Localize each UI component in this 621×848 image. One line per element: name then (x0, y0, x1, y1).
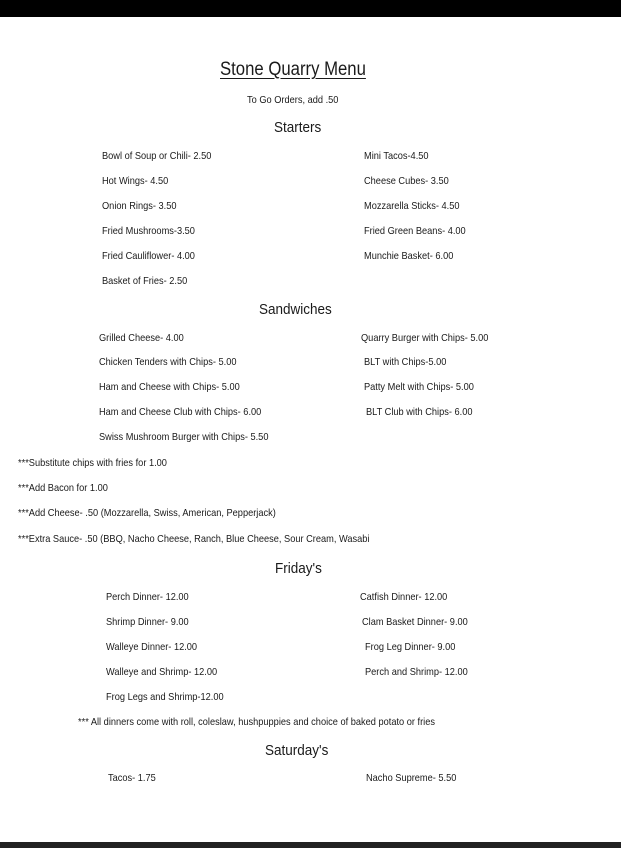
menu-item: Cheese Cubes- 3.50 (364, 175, 449, 187)
menu-item: Walleye and Shrimp- 12.00 (106, 666, 218, 678)
menu-item: Perch Dinner- 12.00 (106, 591, 189, 603)
menu-item: Bowl of Soup or Chili- 2.50 (102, 150, 212, 162)
menu-subtitle: To Go Orders, add .50 (247, 94, 339, 106)
menu-item: Onion Rings- 3.50 (102, 200, 177, 212)
menu-item: Quarry Burger with Chips- 5.00 (361, 332, 489, 344)
menu-item: Fried Mushrooms-3.50 (102, 225, 195, 237)
fridays-heading: Friday's (275, 560, 322, 577)
menu-item: Fried Cauliflower- 4.00 (102, 250, 195, 262)
menu-item: Walleye Dinner- 12.00 (106, 641, 198, 653)
menu-item: Chicken Tenders with Chips- 5.00 (99, 356, 237, 368)
menu-item: Nacho Supreme- 5.50 (366, 772, 457, 784)
menu-note: *** All dinners come with roll, coleslaw, hushpuppies and choice of baked potato or fries (78, 716, 435, 728)
menu-item: Frog Leg Dinner- 9.00 (365, 641, 456, 653)
menu-item: Mini Tacos-4.50 (364, 150, 429, 162)
menu-item: Perch and Shrimp- 12.00 (365, 666, 468, 678)
menu-item: BLT Club with Chips- 6.00 (366, 406, 473, 418)
top-black-bar (0, 0, 621, 17)
menu-note: ***Add Bacon for 1.00 (18, 482, 108, 494)
menu-item: Fried Green Beans- 4.00 (364, 225, 466, 237)
saturdays-heading: Saturday's (265, 742, 329, 759)
menu-item: Tacos- 1.75 (108, 772, 156, 784)
menu-item: Catfish Dinner- 12.00 (360, 591, 448, 603)
starters-heading: Starters (274, 119, 322, 136)
menu-item: Basket of Fries- 2.50 (102, 275, 188, 287)
menu-item: BLT with Chips-5.00 (364, 356, 447, 368)
menu-note: ***Extra Sauce- .50 (BBQ, Nacho Cheese, Ranch, Blue Cheese, Sour Cream, Wasabi (18, 533, 370, 545)
menu-note: ***Substitute chips with fries for 1.00 (18, 457, 167, 469)
menu-item: Ham and Cheese with Chips- 5.00 (99, 381, 240, 393)
bottom-border (0, 842, 621, 848)
sandwiches-heading: Sandwiches (259, 301, 332, 318)
menu-item: Frog Legs and Shrimp-12.00 (106, 691, 224, 703)
menu-item: Clam Basket Dinner- 9.00 (362, 616, 468, 628)
menu-item: Hot Wings- 4.50 (102, 175, 169, 187)
menu-item: Patty Melt with Chips- 5.00 (364, 381, 474, 393)
menu-note: ***Add Cheese- .50 (Mozzarella, Swiss, American, Pepperjack) (18, 507, 276, 519)
menu-item: Mozzarella Sticks- 4.50 (364, 200, 460, 212)
menu-item: Munchie Basket- 6.00 (364, 250, 454, 262)
menu-item: Swiss Mushroom Burger with Chips- 5.50 (99, 431, 269, 443)
menu-item: Shrimp Dinner- 9.00 (106, 616, 189, 628)
menu-title: Stone Quarry Menu (220, 59, 366, 80)
menu-item: Grilled Cheese- 4.00 (99, 332, 184, 344)
menu-item: Ham and Cheese Club with Chips- 6.00 (99, 406, 262, 418)
